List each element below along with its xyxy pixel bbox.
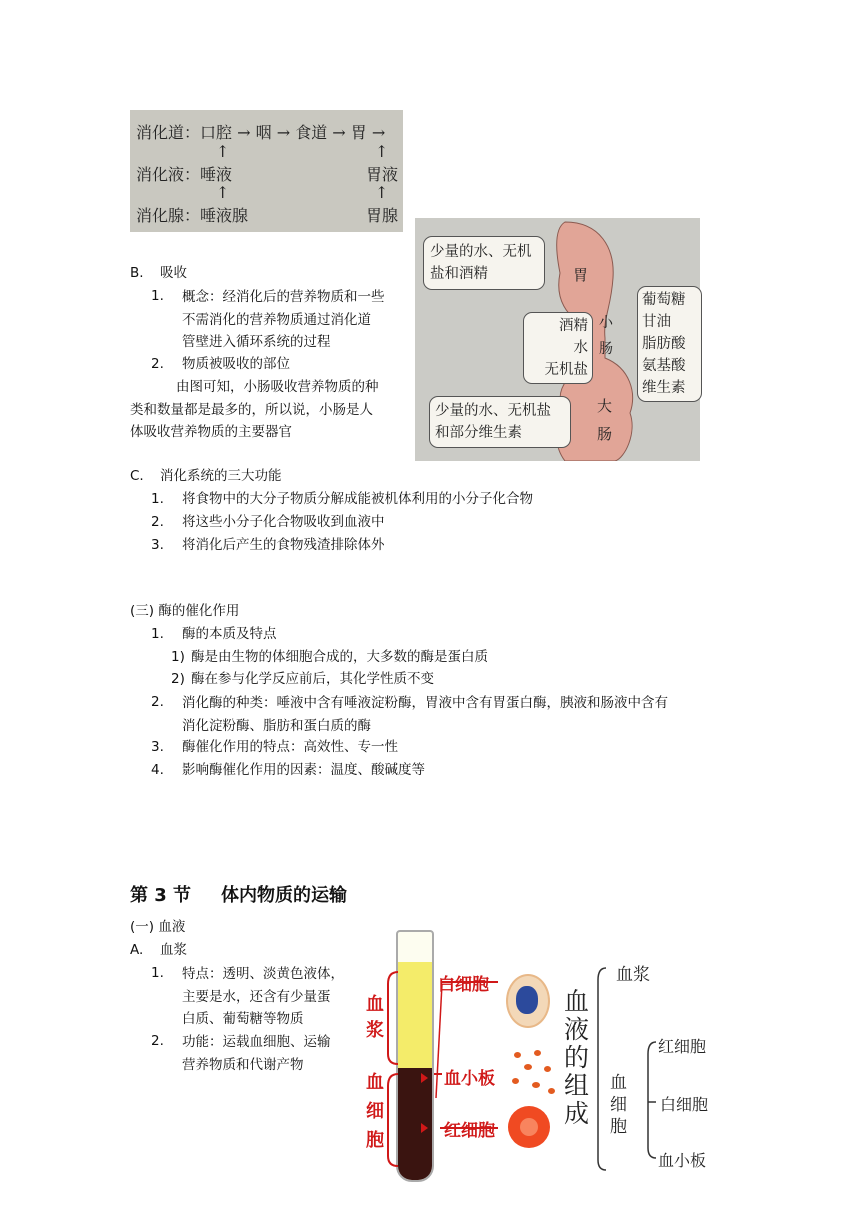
title-char: 血 [564, 987, 590, 1016]
gland-label: 唾液腺 [200, 206, 249, 225]
bubble-line: 酒精 [559, 318, 588, 334]
stomach-absorption-bubble: 少量的水、无机盐和酒精 [423, 236, 545, 290]
juice-label: 唾液 [200, 165, 233, 184]
section-a-marker: A. [130, 942, 144, 958]
text-line: 体吸收营养物质的主要器官 [130, 424, 292, 440]
row-label: 消化液： [136, 165, 201, 184]
tree-cells-label [610, 1072, 627, 1138]
arrow-up-icon: ↑ [216, 142, 230, 161]
list-item [182, 1031, 331, 1076]
title-char: 成 [564, 1099, 590, 1128]
list-item [182, 692, 668, 737]
label-char: 肠 [599, 341, 613, 357]
text-line: 消化淀粉酶、脂肪和蛋白质的酶 [182, 717, 371, 734]
small-intestine-water-bubble [523, 312, 593, 384]
section-b-marker: B. [130, 265, 144, 281]
title-char: 组 [564, 1071, 590, 1100]
label-char: 胞 [366, 1130, 384, 1151]
list-number: 2. [151, 694, 164, 710]
text-line: 功能：运载血细胞、运输 [182, 1034, 331, 1050]
organ-label: 咽 [255, 123, 272, 142]
text-line: 白质、葡萄糖等物质 [182, 1011, 304, 1027]
list-number: 2. [151, 514, 164, 530]
pointer-arrows [418, 970, 518, 1140]
blood-composition-image [358, 930, 738, 1185]
list-item: 酶催化作用的特点：高效性、专一性 [182, 739, 398, 755]
list-item: 酶在参与化学反应前后，其化学性质不变 [191, 671, 434, 687]
organ-label: 胃 [350, 123, 367, 142]
subsection-title: (一) 血液 [130, 919, 186, 935]
list-item: 酶是由生物的体细胞合成的，大多数的酶是蛋白质 [191, 649, 488, 665]
list-number: 1) [171, 649, 185, 665]
list-number: 2. [151, 356, 164, 372]
text-line: 管壁进入循环系统的过程 [182, 334, 331, 350]
bubble-line: 甘油 [642, 314, 671, 330]
tree-brackets [594, 960, 734, 1180]
arrow-up-icon: ↑ [375, 142, 389, 161]
section-c-marker: C. [130, 468, 144, 484]
list-number: 3. [151, 537, 164, 553]
bubble-line: 葡萄糖 [642, 292, 686, 308]
row-label: 消化腺： [136, 206, 201, 225]
tree-wbc-label: 白细胞 [660, 1095, 709, 1114]
rbc-label: 红细胞 [444, 1121, 495, 1141]
list-number: 3. [151, 739, 164, 755]
bubble-line: 无机盐 [544, 362, 588, 378]
list-item [182, 963, 344, 1031]
list-item [182, 286, 385, 354]
organ-label: 口腔 [200, 123, 233, 142]
chapter-title: 体内物质的运输 [221, 885, 347, 906]
text-line: 类和数量都是最多的，所以说，小肠是人 [130, 401, 373, 418]
label-char: 血 [366, 994, 384, 1015]
white-blood-cell-icon [506, 974, 550, 1028]
title-char: 的 [564, 1043, 590, 1072]
wbc-label: 白细胞 [438, 975, 489, 995]
bracket-shapes [386, 970, 400, 1170]
list-item: 物质被吸收的部位 [182, 356, 290, 372]
tree-plasma-label: 血浆 [616, 965, 650, 985]
organ-label: 食道 [295, 123, 328, 142]
digestive-system-image [130, 110, 403, 232]
large-intestine-bubble: 少量的水、无机盐和部分维生素 [429, 396, 571, 448]
label-char: 胞 [610, 1117, 627, 1137]
cells-side-label [366, 1068, 384, 1155]
digestive-gland-row [136, 203, 248, 226]
section-a-title: 血浆 [160, 942, 187, 958]
label-char: 细 [610, 1095, 627, 1115]
small-intestine-label [599, 310, 615, 362]
gland-label: 胃腺 [366, 206, 399, 225]
arrow-up-icon: ↑ [216, 183, 230, 202]
bubble-line: 维生素 [642, 380, 686, 396]
tree-rbc-label: 红细胞 [658, 1037, 707, 1056]
paragraph [130, 376, 379, 444]
label-char: 肠 [597, 425, 613, 443]
absorption-diagram-image [415, 218, 700, 461]
list-item: 将消化后产生的食物残渣排除体外 [182, 537, 385, 553]
text-line: 由图可知，小肠吸收营养物质的种 [176, 379, 379, 395]
arrow-up-icon: ↑ [375, 183, 389, 202]
small-intestine-nutrient-bubble [637, 286, 702, 402]
label-char: 血 [366, 1072, 384, 1093]
text-line: 特点：透明、淡黄色液体， [182, 966, 344, 982]
digestive-tract-row: 消化道：口腔 → 咽 → 食道 → 胃 → [136, 123, 386, 142]
list-number: 2. [151, 1033, 164, 1049]
tree-platelet-label: 血小板 [658, 1151, 707, 1170]
label-char: 小 [599, 315, 613, 331]
red-blood-cell-icon [508, 1106, 550, 1148]
section-c-title: 消化系统的三大功能 [160, 468, 282, 484]
list-item: 将这些小分子化合物吸收到血液中 [182, 514, 385, 530]
plasma-side-label [366, 992, 384, 1044]
platelet-label: 血小板 [444, 1069, 495, 1089]
text-line: 主要是水，还含有少量蛋 [182, 988, 331, 1005]
text-line: 营养物质和代谢产物 [182, 1056, 304, 1073]
title-char: 液 [564, 1015, 590, 1044]
list-item: 酶的本质及特点 [182, 626, 277, 642]
section-3-title: (三) 酶的催化作用 [130, 603, 240, 619]
list-number: 4. [151, 762, 164, 778]
juice-label: 胃液 [366, 165, 399, 184]
blood-composition-title [564, 988, 589, 1128]
row-label: 消化道： [136, 123, 201, 142]
list-number: 1. [151, 965, 164, 981]
list-number: 1. [151, 491, 164, 507]
list-number: 2) [171, 671, 185, 687]
list-item: 影响酶催化作用的因素：温度、酸碱度等 [182, 762, 425, 778]
stomach-label: 胃 [573, 266, 589, 284]
text-line: 概念：经消化后的营养物质和一些 [182, 289, 385, 305]
text-line: 不需消化的营养物质通过消化道 [182, 311, 371, 328]
large-intestine-label [597, 392, 612, 448]
platelet-icon [510, 1048, 558, 1098]
label-char: 血 [610, 1073, 627, 1093]
bubble-line: 脂肪酸 [642, 336, 686, 352]
text-line: 消化酶的种类：唾液中含有唾液淀粉酶，胃液中含有胃蛋白酶，胰液和肠液中含有 [182, 695, 668, 711]
list-item: 将食物中的大分子物质分解成能被机体利用的小分子化合物 [182, 491, 533, 507]
list-number: 1. [151, 288, 164, 304]
digestive-juice-row [136, 162, 232, 185]
chapter-number: 第 3 节 [130, 885, 192, 906]
label-char: 浆 [366, 1020, 384, 1041]
bubble-line: 水 [573, 340, 588, 356]
bubble-line: 氨基酸 [642, 358, 686, 374]
label-char: 细 [366, 1101, 384, 1122]
label-char: 大 [597, 397, 613, 415]
list-number: 1. [151, 626, 164, 642]
section-b-title: 吸收 [160, 265, 187, 281]
